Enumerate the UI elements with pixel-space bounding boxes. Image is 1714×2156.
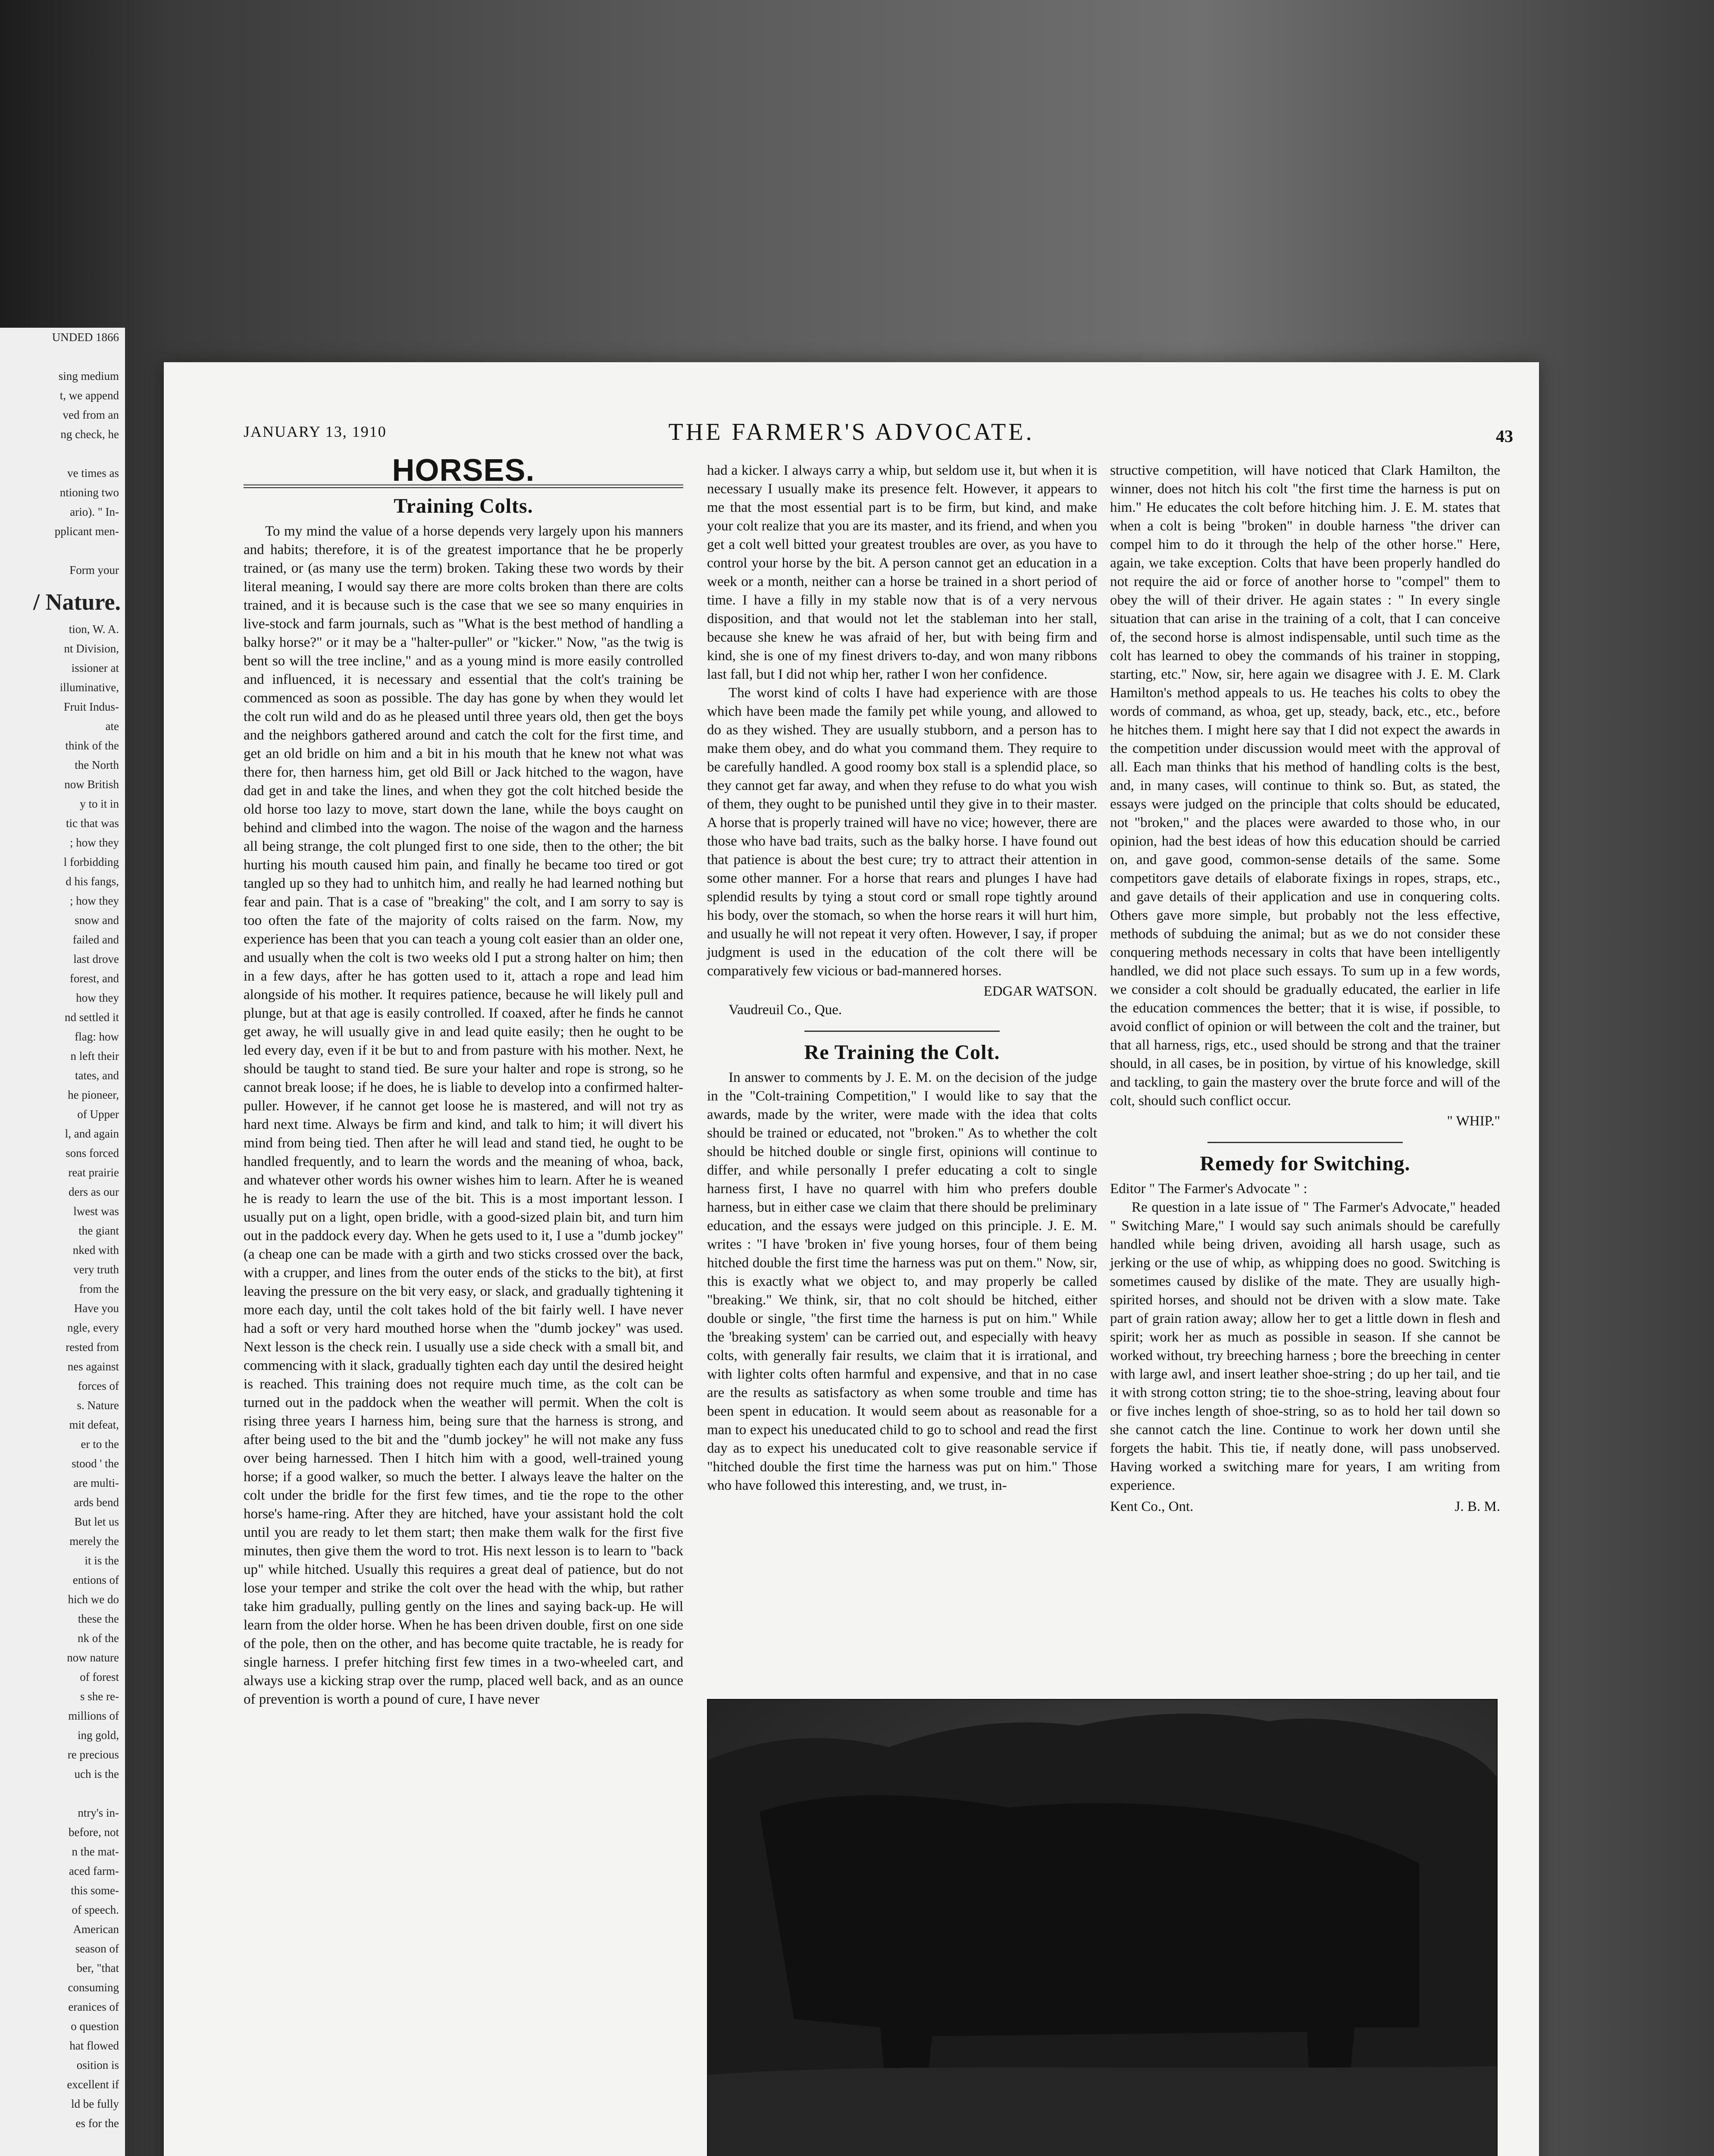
previous-page-line: re precious <box>67 1748 119 1761</box>
previous-page-line: y to it in <box>80 797 119 810</box>
previous-page-line: excellent if <box>67 2078 119 2091</box>
previous-page-line: season of <box>75 1942 119 1955</box>
previous-page-line: nes against <box>67 1360 119 1373</box>
previous-page-line: ng check, he <box>60 428 119 441</box>
article-paragraph: In answer to comments by J. E. M. on the decision of the judge in the "Colt-training Competition," I would like to say that the awards, made by the writer, were made with the idea that colts should be trained or educated, not "broken." As to whether the colt should be hitched double or single first, opinions will continue to differ, and while personally I prefer educating a colt to single harness first, I have no quarrel with him who prefers double harness, but in either case we claim that there should be preliminary education, and the essays were judged on this principle. J. E. M. writes : "I have 'broken in' five young horses, four of them being hitched double the first time the harness was put on them." Now, sir, this is exactly what we object to, and may properly be called "breaking." We think, sir, that no colt should be hitched, either double or single, "the first time the harness is put on him." While the 'breaking system' can be carried out, and especially with heavy colts, with generally fair results, we claim that it is irrational, and with lighter colts often harmful and expensive, and that in no case are the results as satisfactory as when some trouble and time has been spent in education. It would seem about as reasonable for a man to expect his uneducated child to go to school and read the first day as to expect his uneducated colt to give reasonable service if "hitched double the first time the harness was put on him." Those who have followed this interesting, and, we trust, in- <box>707 1070 1097 1493</box>
previous-page-heading: / Nature. <box>33 589 121 615</box>
previous-page-line: eranices of <box>68 2000 119 2013</box>
previous-page-line: flag: how <box>75 1030 119 1043</box>
previous-page-line: n the mat- <box>72 1845 119 1858</box>
previous-page-line: s she re- <box>80 1690 119 1703</box>
previous-page-line: But let us <box>74 1515 119 1528</box>
previous-page-line: snow and <box>75 914 119 927</box>
previous-page-line: very truth <box>73 1263 119 1276</box>
previous-page-line: last drove <box>73 953 119 965</box>
previous-page-line: ing gold, <box>77 1729 119 1742</box>
previous-page-line: tates, and <box>75 1069 119 1082</box>
previous-page-line: o question <box>71 2020 119 2033</box>
column-2 <box>707 461 1097 1495</box>
previous-page-line: l forbidding <box>63 856 119 868</box>
previous-page-strip <box>0 328 125 2156</box>
article-divider <box>804 1031 1000 1032</box>
previous-page-line: ntioning two <box>59 486 119 499</box>
previous-page-line <box>0 2153 125 2156</box>
previous-page-line: American <box>73 1923 119 1936</box>
previous-page-line: it is the <box>84 1554 119 1567</box>
previous-page-line: uch is the <box>74 1767 119 1780</box>
previous-page-line: ved from an <box>63 408 119 421</box>
previous-page-text-top <box>0 328 125 580</box>
previous-page-line: Have you <box>74 1302 119 1315</box>
article-signature: EDGAR WATSON. <box>983 984 1097 999</box>
previous-page-line: sons forced <box>66 1147 119 1159</box>
previous-page-line: n left their <box>70 1050 119 1062</box>
previous-page-line: hich we do <box>68 1593 119 1606</box>
previous-page-line: of Upper <box>77 1108 119 1121</box>
previous-page-line: ngle, every <box>67 1321 119 1334</box>
heifer-photograph <box>707 1699 1498 2156</box>
newspaper-page <box>164 362 1539 2156</box>
previous-page-line: from the <box>79 1282 119 1295</box>
previous-page-line: entions of <box>72 1573 119 1586</box>
masthead-title: THE FARMER'S ADVOCATE. <box>668 419 1035 445</box>
article-salutation: Editor " The Farmer's Advocate " : <box>1110 1181 1307 1197</box>
section-title: HORSES. <box>392 453 535 488</box>
article-divider <box>1207 1142 1403 1143</box>
previous-page-line: ate <box>105 720 119 733</box>
previous-page-line: l, and again <box>65 1127 119 1140</box>
previous-page-line: tion, W. A. <box>69 623 119 636</box>
previous-page-line: sing medium <box>58 370 119 382</box>
column-3 <box>1110 461 1500 1516</box>
previous-page-line: this some- <box>71 1884 119 1897</box>
previous-page-line: forest, and <box>70 972 119 985</box>
previous-page-line: reat prairie <box>68 1166 119 1179</box>
heifer-silhouette-image <box>708 1700 1497 2156</box>
previous-page-line: ve times as <box>67 467 119 479</box>
previous-page-line: nk of the <box>78 1632 119 1645</box>
article-paragraph: Re question in a late issue of " The Farmer's Advocate," headed " Switching Mare," I would say such animals should be carefully handled while being driven, avoiding all harsh usage, such as jerking or the use of whip, as whipping does no good. Switching is sometimes caused by dislike of the mate. They are usually high-spirited horses, and should not be driven with a slow mate. Take part of grain ration away; allow her to get a little down in flesh and spirit; work her as much as possible in season. If she cannot be worked without, try breeching harness ; bore the breeching in center with large awl, and insert leather shoe-string ; do up her tail, and tie it with strong cotton string; tie to the shoe-string, leaving about four or five inches length of shoe-string, so as to hold her tail down so she cannot catch the line. Continue to work her down until she forgets the habit. This tie, if neatly done, will pass unobserved. Having worked a switching mare for years, I am writing from experience. <box>1110 1200 1500 1493</box>
article-paragraph: had a kicker. I always carry a whip, but seldom use it, but when it is necessary I usually make its presence felt. However, it appears to me that the most essential part is to be firm, but kind, and make your colt realize that you are its master, and its friend, and when you get a colt well bitted your greatest troubles are over, as you have to control your horse by the bit. A person cannot get an education in a week or a month, neither can a horse be trained in a short period of time. I have a filly in my stable now that is of a very nervous disposition, and that would not let the stableman into her stall, because she knew he was afraid of her, but with being firm and kind, she is one of my finest drivers to-day, and won many ribbons last fall, but I did not whip her, rather I won her confidence. <box>707 463 1097 682</box>
article-signature: J. B. M. <box>1454 1499 1500 1514</box>
previous-page-line: forces of <box>78 1379 119 1392</box>
article-paragraph: To my mind the value of a horse depends very largely upon his manners and habits; therefore, it is of the greatest importance that he be properly trained, or (as many use the term) broken. Taking these two words by their literal meaning, I would say there are more colts broken than there are colts trained, and it is because such is the case that we see so many enquiries in live-stock and farm journals, such as "What is the best method of handling a balky horse?" or it may be a "halter-puller" or "kicker." Now, "as the twig is bent so will the tree incline," and as a young mind is more easily controlled and influenced, it is necessary and essential that the colt's training be commenced as soon as possible. The day has gone by when they would let the colt run wild and do as he pleased until three years old, then get the boys and the neighbors gathered around and catch the colt for the first time, and get an old bridle on him and a bit in his mouth that he knew not what was there for, then harness him, get old Bill or Jack hitched to the wagon, have dad get in and take the lines, and when they got the colt hitched beside the old horse too lazy to move, start down the lane, while the boys caught on behind and climbed into the wagon. The noise of the wagon and the harness all being strange, the colt plunged first to one side, then to the other; the bit hurting his mouth caused him pain, and finally he became too tired or got tangled up so they had to unhitch him, and really he had learned nothing but fear and pain. That is a case of "breaking" the colt, and I am sorry to say is too often the fate of the majority of colts raised on the farm. Now, my experience has been that you can teach a young colt easier than an older one, and usually when the colt is two weeks old I put a strong halter on him; then in a few days, after he has gotten used to it, attach a rope and lead him alongside of his mother. It requires patience, because he will likely pull and plunge, but at that age is easily controlled. If coaxed, after he finds he cannot get away, he will usually give in and lead quite easily; then he ought to be led every day, even if it be but to and from pasture with his mother. Next, he should be taught to stand tied. Be sure your halter and rope is strong, so he cannot break loose; if he does, he is liable to develop into a confirmed halter-puller. However, if he cannot get loose he is mastered, and will not try as hard next time. Always be firm and kind, and talk to him; it will divert his mind from being tied. Then after he will lead and stand tied, he ought to be handled frequently, and to learn the words and the meaning of whoa, back, and whatever other words his owner wishes him to learn. After he is weaned he is ready to learn the use of the bit. This is a most important lesson. I usually put on a light, open bridle, with a good-sized plain bit, and turn him out in the paddock every day. When he gets used to it, I use a "dumb jockey" (a cheap one can be made with a girth and two sticks crossed over the back, with a crupper, and lines from the outer ends of the sticks to the bit), at first leaving the pressure on the bit very easy, or slack, and gradually tightening it more each day, until the colt takes hold of the bit fairly well. I have never had a soft or very hard mouthed horse when the "dumb jockey" was used. Next lesson is the check rein. I usually use a side check with a small bit, and commencing with it slack, gradually tighten each day until the desired height is reached. This training does not require much time, as the colt can be turned out in the paddock when the weather will permit. When the colt is rising three years I harness him, being sure that the harness is strong, and after being used to the bit and the "dumb jockey" he will not make any fuss over being harnessed. Then I hitch him with a good, well-trained young horse; if a good walker, so much the better. I always leave the halter on the colt under the bridle for the first few times, and tie the rope to the other horse's hame-ring. After they are hitched, have your assistant hold the colt until you are ready to let them start; then make them walk for the first five minutes, then give them the word to trot. His next lesson is to learn to "back up" while hitched. Usually this requires a great deal of patience, but do not lose your temper and strike the colt over the head with the whip, but rather take him gradually, pulling gently on the lines and saying back-up. He will learn from the older horse. When he has been driven double, first on one side of the pole, then on the other, and has become quite tractable, he is ready for single harness. I prefer hitching first few times in a two-wheeled cart, and always use a kicking strap over the rump, placed well back, and as an ounce of prevention is worth a pound of cure, I have never <box>244 523 683 1707</box>
previous-page-line: ber, "that <box>76 1962 119 1974</box>
article-footer <box>1110 1498 1500 1516</box>
previous-page-line: millions of <box>68 1709 119 1722</box>
previous-page-line: er to the <box>81 1438 119 1451</box>
previous-page-line: of speech. <box>72 1903 119 1916</box>
issue-date: JANUARY 13, 1910 <box>244 423 387 440</box>
previous-page-line: UNDED 1866 <box>52 331 119 344</box>
article-paragraph: structive competition, will have noticed that Clark Hamilton, the winner, does not hitch his colt "the first time the harness is put on him." He educates the colt before hitching him. J. E. M. states that when a colt is being "broken" in double harness "the driver can compel him to do it through the help of the other horse." Here, again, we take exception. Colts that have been properly handled do not require the aid or force of another horse to "compel" them to obey the will of their driver. He again states : " In every single situation that can arise in the training of a colt, that I can conceive of, the second horse is almost indispensable, until such time as the colt has learned to obey the commands of his trainer in stopping, starting, etc." Now, sir, here again we disagree with J. E. M. Clark Hamilton's method appeals to us. He teaches his colts to obey the words of command, as whoa, get up, steady, back, etc., etc., before he hitches them. I might here say that I did not expect the awards in the competition under discussion would meet with the approval of all. Each man thinks that his method of handling colts is the best, and, in many cases, will continue to think so. But, as stated, the essays were judged on the principle that colts should be educated, not "broken," and the places were awarded to those who, in our opinion, had the best ideas of how this education should be carried on, and gave good, common-sense details of the same. Some competitors gave details of elaborate fixings in ropes, straps, etc., and gave details of their application and use in conquering colts. Others gave more simple, but probably not the less effective, methods of subduing the animal; but as we do not consider these conquering methods necessary in colts that have been intelligently handled, we did not place such essays. To sum up in a few words, we consider a colt should be gradually educated, the earlier in life the education commences the better; that it is wise, if possible, to avoid conflict of opinion or will between the colt and the trainer, but that all harness, rigs, etc., used should be strong and that the trainer should, in all cases, be in position, by virtue of his knowledge, skill and tackling, to gain the mastery over the brute force and will of the colt, should such conflict occur. <box>1110 463 1500 1109</box>
previous-page-line: now nature <box>67 1651 119 1664</box>
previous-page-line: think of the <box>65 739 119 752</box>
previous-page-line: ld be fully <box>71 2097 119 2110</box>
previous-page-line: ders as our <box>69 1185 119 1198</box>
previous-page-line: consuming <box>68 1981 119 1994</box>
previous-page-line: t, we append <box>59 389 119 402</box>
previous-page-line: d his fangs, <box>66 875 119 888</box>
article-paragraph: The worst kind of colts I have had experience with are those which have been made the family pet while young, and allowed to do as they wished. They are usually stubborn, and a person has to make them obey, and do what you command them. They require to be carefully handled. A good roomy box stall is a splendid place, so they cannot get far away, and when they refuse to do what you wish of them, they ought to be punished until they give in to their master. A horse that is properly trained will have no vice; however, there are those who have bad traits, such as the balky horse. I have found out that patience is about the best cure; try to attract their attention in some other manner. For a horse that rears and plunges I have had splendid results by tying a stout cord or small rope tightly around his body, over the stomach, so when the horse rears it will hurt him, and usually he will not repeat it very often. However, I say, if proper judgment is used in the education of the colt there will be comparatively few vicious or bad-mannered horses. <box>707 685 1097 979</box>
previous-page-line: aced farm- <box>69 1865 119 1877</box>
previous-page-line: these the <box>78 1612 119 1625</box>
article-location: Kent Co., Ont. <box>1110 1499 1194 1514</box>
previous-page-line: he pioneer, <box>68 1088 119 1101</box>
previous-page-line: merely the <box>69 1535 119 1548</box>
previous-page-line: how they <box>76 991 119 1004</box>
previous-page-line: mit defeat, <box>69 1418 119 1431</box>
previous-page-line: osition is <box>76 2059 119 2071</box>
previous-page-line: ntry's in- <box>78 1806 119 1819</box>
previous-page-line: ; how they <box>70 836 119 849</box>
previous-page-line: tic that was <box>66 817 119 830</box>
previous-page-line: Fruit Indus- <box>63 700 119 713</box>
previous-page-line <box>0 2133 125 2153</box>
previous-page-line: hat flowed <box>69 2039 119 2052</box>
previous-page-line: stood ' the <box>72 1457 119 1470</box>
article-location: Vaudreuil Co., Que. <box>729 1002 842 1018</box>
previous-page-line: illuminative, <box>59 681 119 694</box>
previous-page-text-bottom <box>0 620 125 2156</box>
previous-page-line: are multi- <box>73 1476 119 1489</box>
page-number: 43 <box>1496 426 1513 446</box>
previous-page-line: Form your <box>69 564 119 577</box>
previous-page-line <box>0 347 125 367</box>
column-1 <box>244 453 683 1709</box>
previous-page-line: nd settled it <box>65 1011 119 1024</box>
previous-page-line: ario). " In- <box>70 505 119 518</box>
previous-page-line <box>0 444 125 464</box>
article-signature: " WHIP." <box>1447 1113 1500 1129</box>
previous-page-line: es for the <box>75 2117 119 2130</box>
previous-page-line: of forest <box>80 1670 119 1683</box>
previous-page-line: ; how they <box>70 894 119 907</box>
previous-page-line: the North <box>75 758 119 771</box>
previous-page-line: now British <box>64 778 119 791</box>
previous-page-line: nked with <box>72 1244 119 1257</box>
previous-page-line: pplicant men- <box>54 525 119 538</box>
previous-page-line: s. Nature <box>77 1399 119 1412</box>
previous-page-line <box>0 541 125 561</box>
previous-page-line: rested from <box>66 1341 119 1354</box>
previous-page-line: before, not <box>69 1826 119 1839</box>
previous-page-line: the giant <box>78 1224 119 1237</box>
previous-page-line: ards bend <box>74 1496 119 1509</box>
previous-page-line: issioner at <box>71 661 119 674</box>
article-title-training-colts: Training Colts. <box>394 495 533 517</box>
previous-page-line <box>0 1784 125 1803</box>
previous-page-line: lwest was <box>73 1205 119 1218</box>
article-title-remedy: Remedy for Switching. <box>1200 1152 1411 1175</box>
previous-page-line: failed and <box>72 933 119 946</box>
article-title-re-training: Re Training the Colt. <box>804 1041 1000 1064</box>
previous-page-line: nt Division, <box>64 642 119 655</box>
